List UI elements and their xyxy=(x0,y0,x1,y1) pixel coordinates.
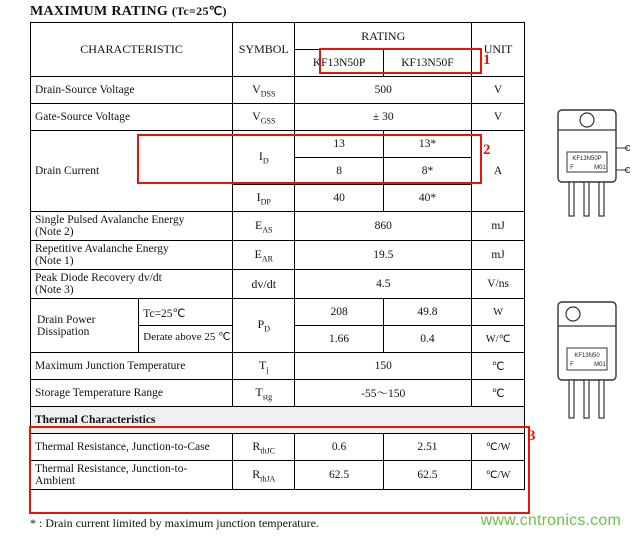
row-value-pd-derate-p: 1.66 xyxy=(295,326,383,353)
row-label-rthja xyxy=(31,461,233,490)
package-label-line3: M01 xyxy=(594,362,606,368)
row-value-storage-temp-range: -55～150 xyxy=(295,380,472,407)
table-row xyxy=(31,434,525,461)
row-value-gate-source-voltage: ± 30 xyxy=(295,104,472,131)
row-value-id-100c-p: 8 xyxy=(295,158,383,185)
row-label-line2: Ambient xyxy=(35,475,76,487)
package-label-line2: F xyxy=(570,165,574,171)
row-value-pd-25c-f: 49.8 xyxy=(383,299,471,326)
row-label-line1: Thermal Resistance, Junction-to- xyxy=(35,463,188,475)
row-symbol-rthja: $R_{thJA}$ xyxy=(233,461,295,490)
row-label-drain-source-voltage: Drain-Source Voltage xyxy=(31,77,233,104)
row-symbol-ear: $E_{AR}$ xyxy=(233,241,295,270)
table-row xyxy=(31,212,525,241)
row-unit-drain-current: A xyxy=(472,131,525,212)
row-unit-dvdt: V/ns xyxy=(472,270,525,299)
row-symbol-pd: $P_D$ xyxy=(233,299,295,353)
header-unit: UNIT xyxy=(472,23,525,77)
table-row xyxy=(31,270,525,299)
header-rating: RATING xyxy=(295,23,472,50)
row-unit-ear: mJ xyxy=(472,241,525,270)
table-row xyxy=(31,299,525,326)
package-drawing-to247 xyxy=(548,108,630,248)
watermark: www.cntronics.com xyxy=(480,512,621,529)
row-unit-pd-wc: W/℃ xyxy=(472,326,525,353)
page-title-main: MAXIMUM RATING xyxy=(30,4,169,19)
row-unit-pd-w: W xyxy=(472,299,525,326)
row-label-gate-source-voltage: Gate-Source Voltage xyxy=(31,104,233,131)
row-symbol-eas: $E_{AS}$ xyxy=(233,212,295,241)
row-label-rthjc: Thermal Resistance, Junction-to-Case xyxy=(31,434,233,461)
row-unit-rthjc: ℃/W xyxy=(472,434,525,461)
maximum-rating-table xyxy=(30,22,525,490)
row-value-drain-source-voltage: 500 xyxy=(295,77,472,104)
section-title-thermal-characteristics: Thermal Characteristics xyxy=(31,407,525,434)
row-label-line1: Peak Diode Recovery dv/dt xyxy=(35,272,162,284)
row-symbol-vgss: $V_{GSS}$ xyxy=(233,104,295,131)
row-value-id-100c-f: 8* xyxy=(383,158,471,185)
row-value-rthja-f: 62.5 xyxy=(383,461,471,490)
row-symbol-dvdt: dv/dt xyxy=(233,270,295,299)
row-value-dvdt: 4.5 xyxy=(295,270,472,299)
row-symbol-vdss: $V_{DSS}$ xyxy=(233,77,295,104)
page-title xyxy=(30,4,227,20)
row-value-id-25c-f: 13* xyxy=(383,131,471,158)
row-symbol-rthjc: $R_{thJC}$ xyxy=(233,434,295,461)
header-symbol: SYMBOL xyxy=(233,23,295,77)
row-value-id-25c-p: 13 xyxy=(295,131,383,158)
row-cond-cells xyxy=(139,299,232,352)
row-value-pd-derate-f: 0.4 xyxy=(383,326,471,353)
row-label-peak-diode-recovery xyxy=(31,270,233,299)
header-part-kf13n50p: KF13N50P xyxy=(295,50,383,77)
row-value-pd-25c-p: 208 xyxy=(295,299,383,326)
row-value-ear: 19.5 xyxy=(295,241,472,270)
annotation-marker-2: 2 xyxy=(483,142,491,158)
table-row xyxy=(31,353,525,380)
row-symbol-tj: $T_j$ xyxy=(233,353,295,380)
row-symbol-idp: $I_{DP}$ xyxy=(233,185,295,212)
annotation-marker-3: 3 xyxy=(528,428,536,444)
row-label-storage-temp-range: Storage Temperature Range xyxy=(31,380,233,407)
row-label-drain-current: Drain Current xyxy=(31,131,233,212)
package-label-line2: F xyxy=(570,362,574,368)
table-row xyxy=(31,380,525,407)
row-label-line2: (Note 2) xyxy=(35,226,74,238)
package-label-line1: KF13N50P xyxy=(572,156,602,162)
row-label-line1: Single Pulsed Avalanche Energy xyxy=(35,214,185,226)
row-unit-max-junction-temp: ℃ xyxy=(472,353,525,380)
table-header-row xyxy=(31,23,525,50)
header-part-kf13n50f: KF13N50F xyxy=(383,50,471,77)
table-row xyxy=(31,241,525,270)
row-unit-eas: mJ xyxy=(472,212,525,241)
table-row xyxy=(31,77,525,104)
row-unit-rthja: ℃/W xyxy=(472,461,525,490)
cond-derate: Derate above 25 ℃ xyxy=(143,330,231,343)
table-section-header xyxy=(31,407,525,434)
cond-tc25: Tc=25℃ xyxy=(139,304,232,326)
header-characteristic: CHARACTERISTIC xyxy=(31,23,233,77)
row-label-repetitive-avalanche-energy xyxy=(31,241,233,270)
row-value-eas: 860 xyxy=(295,212,472,241)
row-value-idp-f: 40* xyxy=(383,185,471,212)
row-symbol-tstg: $T_{stg}$ xyxy=(233,380,295,407)
annotation-marker-1: 1 xyxy=(483,52,491,68)
package-drawing-to220f xyxy=(548,300,630,450)
row-value-rthjc-f: 2.51 xyxy=(383,434,471,461)
row-value-rthjc-p: 0.6 xyxy=(295,434,383,461)
row-label-drain-power-dissipation xyxy=(31,299,233,353)
footnote: * : Drain current limited by maximum junction temperature. xyxy=(30,516,319,530)
row-label-line2: (Note 3) xyxy=(35,284,74,296)
row-label-line1: Repetitive Avalanche Energy xyxy=(35,243,169,255)
package-label-line1: KF13N50 xyxy=(574,353,600,359)
table-row xyxy=(31,131,525,158)
row-label-max-junction-temp: Maximum Junction Temperature xyxy=(31,353,233,380)
row-unit-storage-temp-range: ℃ xyxy=(472,380,525,407)
package-label-line3: M01 xyxy=(594,165,606,171)
table-row xyxy=(31,461,525,490)
row-value-max-junction-temp: 150 xyxy=(295,353,472,380)
row-label-line2: (Note 1) xyxy=(35,255,74,267)
page-title-sub: (Tc=25℃) xyxy=(171,4,227,18)
row-label-single-pulsed-avalanche-energy xyxy=(31,212,233,241)
row-label-drain-power-text: Drain Power Dissipation xyxy=(31,299,139,352)
table-row xyxy=(31,104,525,131)
row-value-idp-p: 40 xyxy=(295,185,383,212)
row-unit-drain-source-voltage: V xyxy=(472,77,525,104)
row-value-rthja-p: 62.5 xyxy=(295,461,383,490)
row-unit-gate-source-voltage: V xyxy=(472,104,525,131)
row-symbol-id: $I_D$ xyxy=(233,131,295,185)
